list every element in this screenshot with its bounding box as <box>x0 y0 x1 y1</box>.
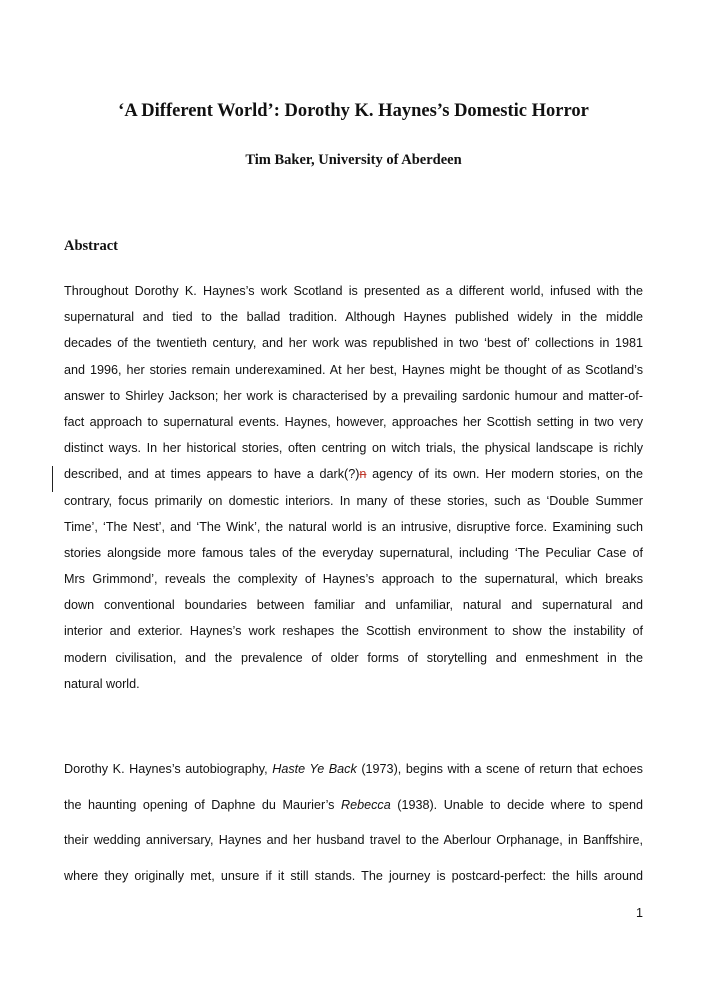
body-line <box>64 760 643 796</box>
page-number: 1 <box>635 906 643 920</box>
tracked-deletion: n <box>359 467 367 482</box>
abstract-line: distinct ways. In her historical stories, often centring on witch trials, the physical landscape is richly <box>64 441 643 456</box>
abstract-line: supernatural and tied to the ballad tradition. Although Haynes published widely in the middle <box>64 310 643 325</box>
revision-text-before: described, and at times appears to have a dark(?) <box>64 467 360 482</box>
author-affiliation: Tim Baker, University of Aberdeen <box>245 152 462 168</box>
abstract-paragraph <box>64 282 643 701</box>
paper-title: ‘A Different World’: Dorothy K. Haynes’s Domestic Horror <box>118 101 589 121</box>
body-text-segment: the haunting opening of Daphne du Maurier’s <box>64 797 342 812</box>
body-line: their wedding anniversary, Haynes and her husband travel to the Aberlour Orphanage, in Banffshire, <box>64 833 643 847</box>
body-line: where they originally met, unsure if it still stands. The journey is postcard-perfect: the hills around <box>64 868 643 883</box>
tracked-change-bar <box>52 466 53 492</box>
book-title-haste-ye-back: Haste Ye Back <box>272 762 357 776</box>
abstract-line: natural world. <box>64 676 140 691</box>
body-paragraph <box>64 760 643 902</box>
abstract-line: Mrs Grimmond’, reveals the complexity of Haynes’s approach to the supernatural, which breaks <box>64 572 643 587</box>
body-text-segment: (1938). Unable to decide where to spend <box>390 797 643 812</box>
abstract-heading: Abstract <box>64 238 118 254</box>
abstract-line: and 1996, her stories remain underexamined. At her best, Haynes might be thought of as Scotland’s <box>64 362 643 377</box>
abstract-line: Time’, ‘The Nest’, and ‘The Wink’, the natural world is an intrusive, disruptive force. Examining such <box>64 519 643 534</box>
abstract-line: contrary, focus primarily on domestic interiors. In many of these stories, such as ‘Double Summer <box>64 493 643 508</box>
body-text-segment: Dorothy K. Haynes’s autobiography, <box>64 762 273 776</box>
abstract-line: down conventional boundaries between familiar and unfamiliar, natural and supernatural and <box>64 598 643 613</box>
abstract-line: modern civilisation, and the prevalence of older forms of storytelling and enmeshment in the <box>64 650 643 665</box>
body-text-segment: (1973), begins with a scene of return that echoes <box>356 762 643 776</box>
body-line <box>64 796 643 832</box>
abstract-line: stories alongside more famous tales of the everyday supernatural, including ‘The Peculiar Case of <box>64 545 643 560</box>
abstract-line: Throughout Dorothy K. Haynes’s work Scotland is presented as a different world, infused with the <box>64 284 643 298</box>
book-title-rebecca: Rebecca <box>341 797 391 812</box>
abstract-line: answer to Shirley Jackson; her work is characterised by a prevailing sardonic humour and matter-of- <box>64 388 643 403</box>
abstract-line: decades of the twentieth century, and her work was republished in two ‘best of’ collections in 1981 <box>64 336 643 351</box>
abstract-line-with-revision <box>64 465 643 491</box>
abstract-line: interior and exterior. Haynes’s work reshapes the Scottish environment to show the instability of <box>64 624 643 639</box>
revision-text-after: agency of its own. Her modern stories, on the <box>366 467 643 482</box>
abstract-line: fact approach to supernatural events. Haynes, however, approaches her Scottish setting in two very <box>64 414 643 429</box>
